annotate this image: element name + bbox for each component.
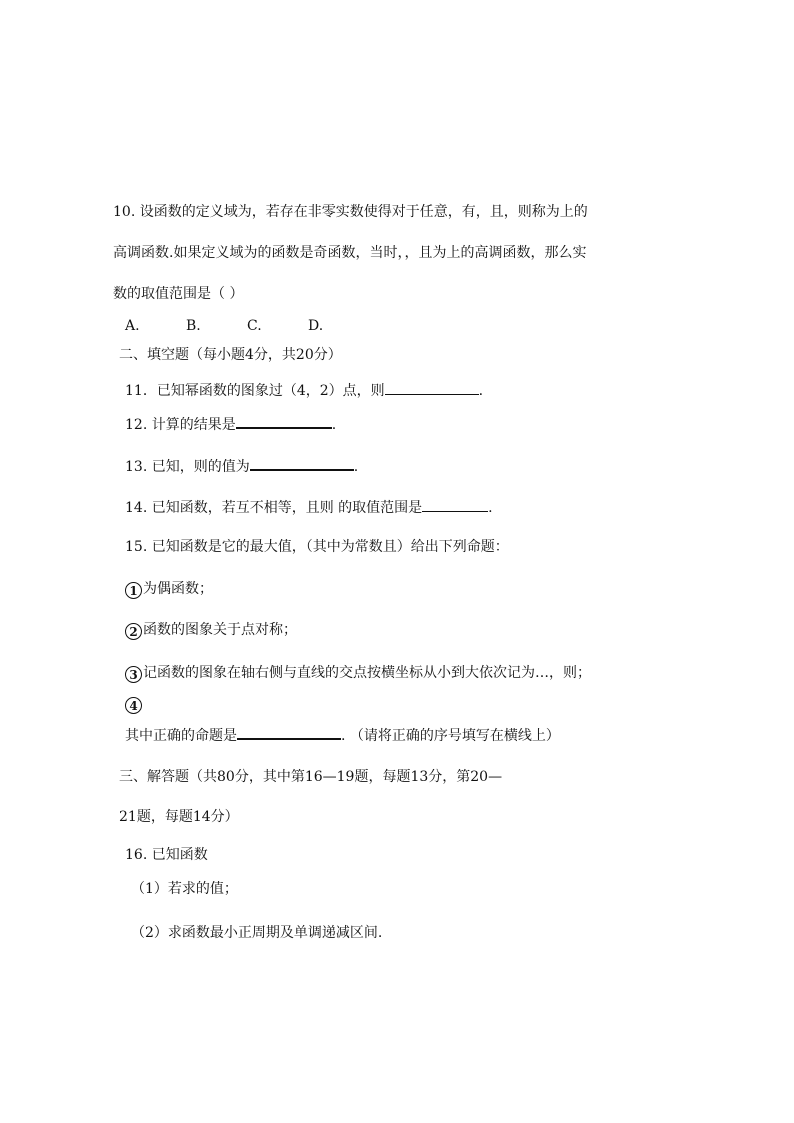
question-13 bbox=[125, 455, 358, 476]
option-c: C. bbox=[247, 318, 262, 334]
q15-answer-prefix: 其中正确的命题是 bbox=[125, 728, 237, 744]
q15-item-1-text: 为偶函数； bbox=[143, 581, 213, 597]
question-12 bbox=[125, 413, 336, 434]
q16-text: 16. 已知函数 bbox=[125, 847, 208, 863]
q12-text: 12. 计算的结果是 bbox=[125, 417, 236, 433]
circled-number-2: 2 bbox=[125, 623, 142, 640]
circled-number-4: 4 bbox=[125, 697, 142, 714]
option-a: A. bbox=[125, 318, 140, 334]
q12-end: . bbox=[331, 417, 337, 433]
q10-line2: 高调函数.如果定义域为的函数是奇函数，当时，，且为上的高调函数，那么实 bbox=[113, 245, 587, 261]
q15-text: 15. 已知函数是它的最大值，（其中为常数且）给出下列命题： bbox=[125, 539, 509, 555]
section2-heading: 二、填空题（每小题4分，共20分） bbox=[119, 347, 342, 363]
q15-item-2 bbox=[125, 621, 297, 640]
q11-text: 11．已知幂函数的图象过（4，2）点，则 bbox=[125, 383, 385, 399]
q10-line1: 10. 设函数的定义域为，若存在非零实数使得对于任意，有，且，则称为上的 bbox=[113, 204, 588, 220]
q16-part1: （1）若求的值； bbox=[131, 881, 238, 897]
question-11 bbox=[125, 380, 483, 400]
q16-part2: （2）求函数最小正周期及单调递减区间. bbox=[131, 925, 383, 941]
circled-number-3: 3 bbox=[125, 666, 142, 683]
q10-options bbox=[125, 317, 369, 335]
q15-answer-suffix: . （请将正确的序号填写在横线上） bbox=[341, 728, 560, 744]
q15-item-2-text: 函数的图象关于点对称； bbox=[143, 622, 297, 638]
circled-number-1: 1 bbox=[125, 582, 142, 599]
q13-end: . bbox=[353, 459, 359, 475]
q13-answer-blank[interactable] bbox=[250, 455, 354, 471]
option-d: D. bbox=[308, 318, 324, 334]
q15-item-3 bbox=[125, 664, 591, 683]
q15-item-3-text: 记函数的图象在轴右侧与直线的交点按横坐标从小到大依次记为…，则； bbox=[143, 665, 591, 681]
q14-end: . bbox=[488, 500, 493, 516]
q12-answer-blank[interactable] bbox=[236, 413, 332, 429]
q14-text: 14. 已知函数，若互不相等，且则 的取值范围是 bbox=[125, 500, 423, 516]
q11-answer-blank[interactable] bbox=[385, 380, 479, 395]
q13-text: 13. 已知，则的值为 bbox=[125, 459, 250, 475]
q15-answer-blank[interactable] bbox=[237, 724, 341, 740]
question-14 bbox=[125, 497, 493, 517]
q15-answer-line bbox=[125, 724, 560, 745]
q10-line3: 数的取值范围是（ ） bbox=[113, 286, 244, 302]
section3-heading-line1: 三、解答题（共80分，其中第16—19题，每题13分，第20— bbox=[119, 769, 503, 785]
option-b: B. bbox=[186, 318, 201, 334]
section3-heading-line2: 21题，每题14分） bbox=[119, 809, 239, 825]
q14-answer-blank[interactable] bbox=[422, 497, 488, 512]
q15-item-1 bbox=[125, 580, 213, 599]
q11-end: . bbox=[478, 383, 484, 399]
q15-item-4 bbox=[125, 695, 143, 714]
